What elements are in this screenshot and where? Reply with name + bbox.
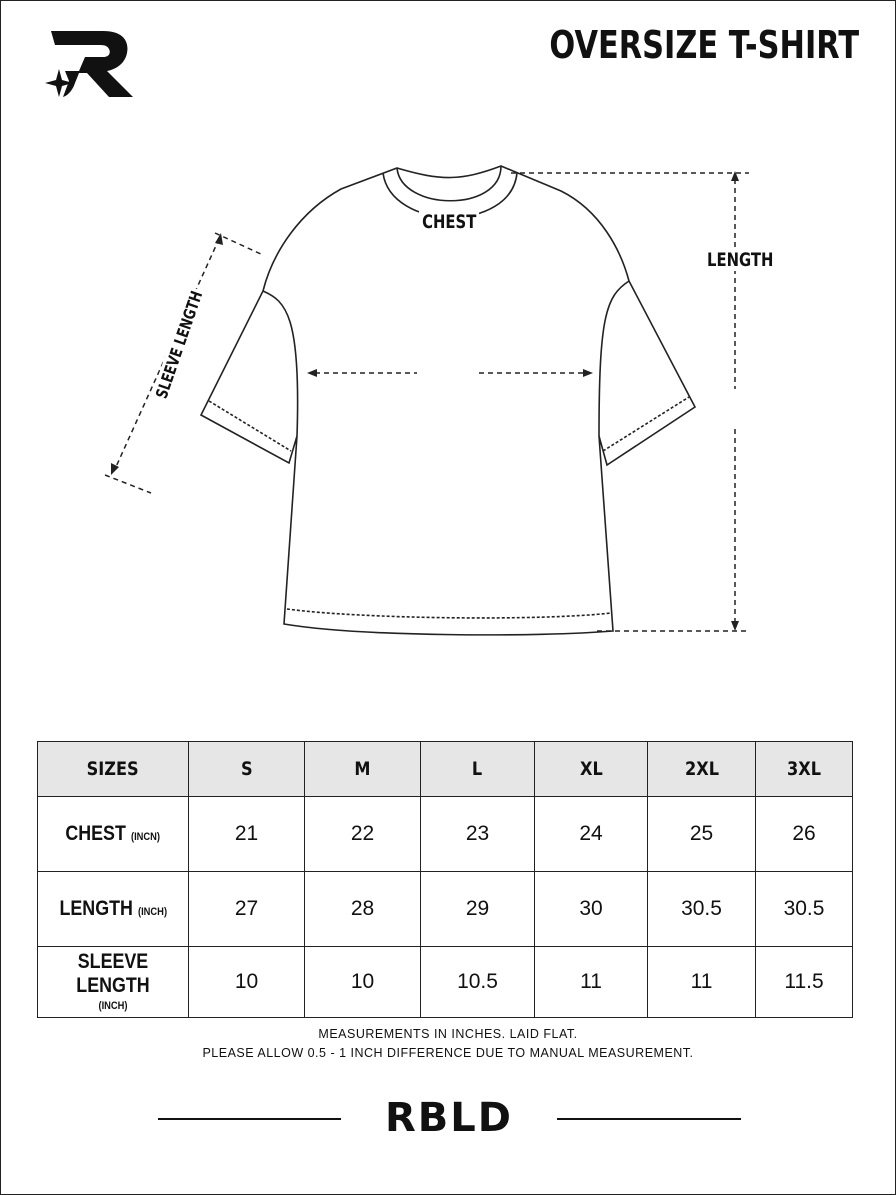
row-header-chest: CHEST (INCN)	[38, 797, 189, 872]
header-cell: 2XL	[648, 742, 756, 797]
table-cell: 11	[648, 947, 756, 1018]
table-cell: 10.5	[421, 947, 535, 1018]
tolerance-note: PLEASE ALLOW 0.5 - 1 INCH DIFFERENCE DUE TO MANUAL MEASUREMENT.	[202, 1046, 694, 1060]
footer-brand: RBLD	[385, 1095, 513, 1141]
table-cell: 10	[189, 947, 305, 1018]
table-cell: 21	[189, 797, 305, 872]
measurement-note: MEASUREMENTS IN INCHES. LAID FLAT.	[318, 1027, 578, 1041]
header-cell: SIZES	[38, 742, 189, 797]
table-cell: 24	[535, 797, 648, 872]
table-cell: 25	[648, 797, 756, 872]
page-title: OVERSIZE T-SHIRT	[549, 23, 859, 67]
table-cell: 30.5	[648, 872, 756, 947]
header-cell: M	[305, 742, 421, 797]
table-cell: 26	[756, 797, 853, 872]
table-row	[38, 947, 853, 1018]
footer-divider-right	[557, 1118, 741, 1120]
table-cell: 30.5	[756, 872, 853, 947]
header-cell: L	[421, 742, 535, 797]
footer-divider-left	[158, 1118, 341, 1120]
row-header-sleeve-length: SLEEVE LENGTH (INCH)	[38, 947, 189, 1018]
table-cell: 22	[305, 797, 421, 872]
header-cell: XL	[535, 742, 648, 797]
header-cell: 3XL	[756, 742, 853, 797]
table-cell: 11	[535, 947, 648, 1018]
sleeve-length-label: SLEEVE LENGTH	[151, 286, 207, 403]
table-row	[38, 872, 853, 947]
length-label: LENGTH	[707, 249, 774, 271]
table-cell: 29	[421, 872, 535, 947]
row-header-length: LENGTH (INCH)	[38, 872, 189, 947]
rbld-logo-icon	[45, 29, 139, 101]
table-cell: 23	[421, 797, 535, 872]
table-cell: 28	[305, 872, 421, 947]
table-cell: 11.5	[756, 947, 853, 1018]
header-cell: S	[189, 742, 305, 797]
chest-label: CHEST	[419, 211, 479, 233]
table-header-row	[38, 742, 853, 797]
size-table	[37, 741, 853, 1018]
table-row	[38, 797, 853, 872]
table-cell: 10	[305, 947, 421, 1018]
table-cell: 30	[535, 872, 648, 947]
table-cell: 27	[189, 872, 305, 947]
